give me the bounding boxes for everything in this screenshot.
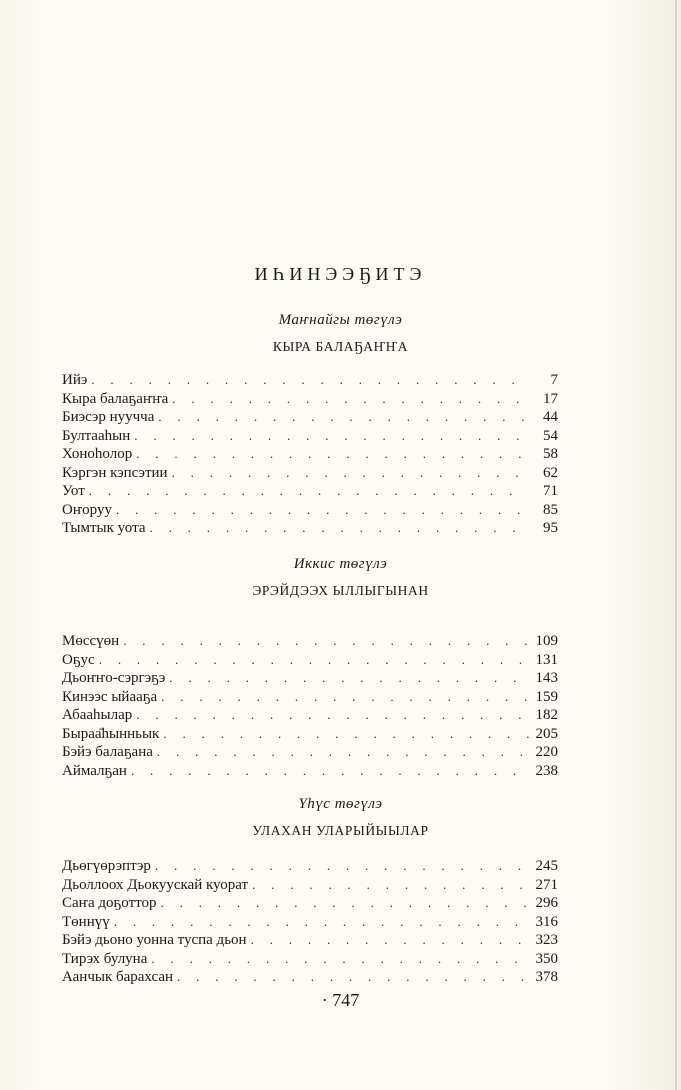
toc-entry-page: 44 — [543, 409, 558, 425]
toc-entry-title: Аанчык барахсан — [62, 969, 174, 985]
toc-entry — [62, 931, 558, 950]
toc-entry-page: 71 — [543, 483, 558, 499]
toc-entry-page: 7 — [550, 372, 558, 388]
toc-entry-title: Абааһылар — [62, 707, 133, 723]
dot-leader — [114, 913, 529, 932]
toc-entry-title: Уот — [62, 483, 85, 499]
dot-leader — [136, 706, 529, 725]
toc-entry-page: 220 — [535, 744, 558, 760]
toc-entry — [62, 876, 558, 895]
page-title: ИҺИНЭЭҔИТЭ — [254, 264, 427, 284]
dot-leader — [157, 743, 529, 762]
toc-entry-title: Саҥа доҕоттор — [62, 895, 157, 911]
toc-entry-title: Кэргэн кэпсэтии — [62, 464, 168, 481]
part-2 — [0, 556, 681, 599]
toc-entry-page: 245 — [535, 858, 558, 874]
toc-entry — [62, 913, 558, 932]
toc-entry-title: Дьоллоох Дьокуускай куорат — [62, 876, 249, 893]
toc-entry-page: 95 — [543, 520, 558, 536]
part-3-entries — [62, 857, 558, 987]
toc-entry — [62, 950, 558, 969]
toc-entry-title: Бэйэ дьоно уонна туспа дьон — [62, 932, 247, 948]
toc-entry-page: 271 — [535, 876, 558, 893]
dot-leader — [161, 894, 530, 913]
dot-leader — [116, 501, 529, 520]
dot-leader — [134, 427, 529, 446]
dot-leader — [252, 876, 529, 895]
dot-leader — [149, 519, 529, 538]
dot-leader — [99, 651, 529, 670]
toc-entry — [62, 688, 558, 707]
dot-leader — [89, 482, 529, 501]
part-1-name: Маҥнайгы төгүлэ — [278, 312, 403, 328]
toc-entry — [62, 501, 558, 520]
toc-entry-page: 238 — [535, 762, 558, 779]
toc-entry-page: 17 — [543, 390, 558, 407]
page-number: · 747 — [321, 990, 360, 1010]
toc-entry-title: Дьоҥҥо-сэргэҕэ — [62, 670, 166, 686]
toc-entry-page: 159 — [535, 688, 558, 705]
toc-entry-title: Кинээс ыйааҕа — [62, 688, 158, 705]
toc-entry — [62, 743, 558, 762]
part-1-entries — [62, 371, 558, 538]
toc-entry — [62, 482, 558, 501]
toc-entry-title: Бултааһын — [62, 427, 131, 444]
toc-entry-page: 85 — [543, 501, 558, 518]
toc-entry-page: 143 — [535, 670, 558, 686]
toc-entry-page: 350 — [535, 950, 558, 967]
toc-entry — [62, 857, 558, 876]
part-3 — [0, 796, 681, 839]
toc-entry-page: 131 — [535, 651, 558, 668]
toc-entry — [62, 445, 558, 464]
toc-entry — [62, 725, 558, 744]
toc-entry-page: 316 — [535, 913, 558, 930]
toc-entry-title: Төннүү — [62, 913, 110, 930]
part-3-name: Үһүс төгүлэ — [298, 796, 383, 812]
dot-leader — [151, 950, 529, 969]
toc-entry — [62, 706, 558, 725]
toc-entry — [62, 427, 558, 446]
toc-entry-title: Тымтык уота — [62, 520, 146, 536]
dot-leader — [161, 688, 529, 707]
toc-entry — [62, 464, 558, 483]
dot-leader — [136, 445, 529, 464]
part-2-entries — [62, 632, 558, 780]
toc-entry-title: Ийэ — [62, 372, 88, 388]
toc-entry — [62, 894, 558, 913]
dot-leader — [91, 371, 529, 390]
toc-entry-title: Аймалҕан — [62, 762, 127, 779]
toc-entry — [62, 408, 558, 427]
toc-entry-page: 323 — [535, 932, 558, 948]
toc-entry-page: 205 — [535, 725, 558, 742]
toc-entry — [62, 651, 558, 670]
toc-entry-page: 62 — [543, 464, 558, 481]
toc-entry-title: Оҥоруу — [62, 501, 112, 518]
part-1-section-title: КЫРА БАЛАҔАҤҤА — [272, 339, 409, 354]
toc-entry-page: 296 — [535, 895, 558, 911]
page-edge — [675, 0, 677, 1090]
toc-entry — [62, 968, 558, 987]
dot-leader — [131, 762, 529, 781]
toc-entry-title: Бэйэ балаҕана — [62, 744, 153, 760]
part-1 — [0, 312, 681, 355]
dot-leader — [155, 857, 529, 876]
part-3-section-title: УЛАХАН УЛАРЫЙЫЫЛАР — [252, 823, 429, 838]
dot-leader — [169, 669, 529, 688]
toc-entry-page: 182 — [535, 707, 558, 723]
toc-entry-title: Дьөгүөрэптэр — [62, 858, 151, 874]
toc-entry — [62, 669, 558, 688]
toc-entry-title: Быраа̄һынньык — [62, 725, 160, 742]
toc-entry-title: Оҕус — [62, 651, 95, 668]
dot-leader — [163, 725, 529, 744]
toc-entry — [62, 632, 558, 651]
toc-entry — [62, 762, 558, 781]
dot-leader — [177, 968, 529, 987]
part-2-section-title: ЭРЭЙДЭЭХ ЫЛЛЫГЫНАН — [252, 583, 429, 598]
dot-leader — [251, 931, 529, 950]
toc-entry-title: Кыра балаҕаҥҥа — [62, 390, 169, 407]
toc-entry-title: Хоноһолор — [62, 446, 133, 462]
toc-entry-page: 58 — [543, 446, 558, 462]
dot-leader — [172, 464, 529, 483]
toc-entry-title: Биэсэр нууччa — [62, 409, 155, 425]
toc-entry — [62, 371, 558, 390]
toc-entry — [62, 390, 558, 409]
part-2-name: Иккис төгүлэ — [293, 556, 388, 572]
toc-entry-page: 54 — [543, 427, 558, 444]
toc-entry-page: 378 — [535, 969, 558, 985]
toc-entry-title: Тирэх булуна — [62, 950, 148, 967]
toc-entry — [62, 519, 558, 538]
toc-entry-page: 109 — [535, 633, 558, 649]
dot-leader — [172, 390, 529, 409]
dot-leader — [158, 408, 529, 427]
dot-leader — [123, 632, 529, 651]
toc-entry-title: Мөссүөн — [62, 633, 120, 649]
